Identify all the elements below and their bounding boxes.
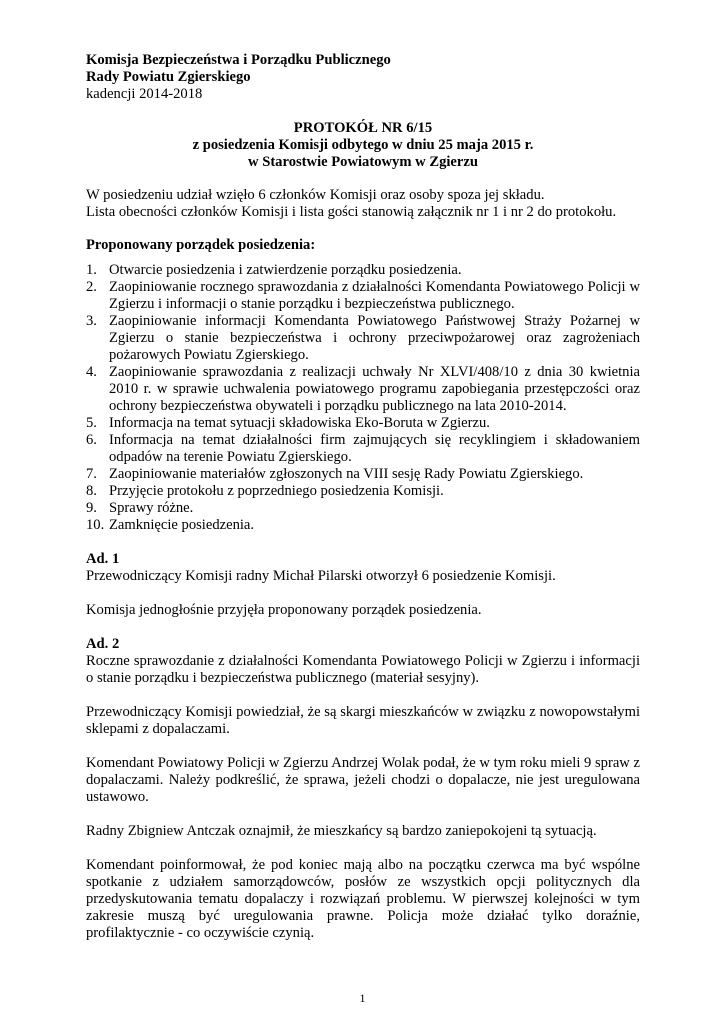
- protocol-date: z posiedzenia Komisji odbytego w dniu 25 maja 2015 r.: [192, 137, 534, 153]
- agenda-item: 3. Zaopiniowanie informacji Komendanta Powiatowego Państwowej Straży Pożarnej w Zgierzu o stanie bezpieczeństwa i ochrony przeciwpożarowej oraz zagrożeniach pożarowych Powiatu Zgierskiego.: [86, 313, 640, 363]
- ad2-heading: Ad. 2: [86, 636, 120, 652]
- agenda-item: 5. Informacja na temat sytuacji składowiska Eko-Boruta w Zgierzu.: [86, 415, 490, 431]
- agenda-item: 1. Otwarcie posiedzenia i zatwierdzenie porządku posiedzenia.: [86, 262, 462, 278]
- agenda-item: 10. Zamknięcie posiedzenia.: [86, 517, 255, 533]
- agenda-list: [86, 262, 640, 534]
- protocol-number: PROTOKÓŁ NR 6/15: [293, 120, 433, 136]
- agenda-item: 8. Przyjęcie protokołu z poprzedniego posiedzenia Komisji.: [86, 483, 444, 499]
- agenda-item: 6. Informacja na temat działalności firm zajmujących się recyklingiem i składowaniem odpadów na terenie Powiatu Zgierskiego.: [86, 432, 640, 465]
- ad1-paragraph: Komisja jednogłośnie przyjęła proponowany porządek posiedzenia.: [86, 602, 482, 618]
- ad2-paragraph: Roczne sprawozdanie z działalności Komendanta Powiatowego Policji w Zgierzu i informacji o stanie porządku i bezpieczeństwa publicznego (materiał sesyjny).: [86, 653, 640, 686]
- attendance-info: [86, 187, 640, 221]
- agenda-item: 4. Zaopiniowanie sprawozdania z realizacji uchwały Nr XLVI/408/10 z dnia 30 kwietnia 2010 r. w sprawie uchwalenia powiatowego programu zapobiegania przestępczości oraz ochrony bezpieczeństwa obywateli i porządku publicznego na lata 2010-2014.: [86, 364, 640, 414]
- ad2-paragraph: Radny Zbigniew Antczak oznajmił, że mieszkańcy są bardzo zaniepokojeni tą sytuacją.: [86, 823, 597, 839]
- protocol-location: w Starostwie Powiatowym w Zgierzu: [248, 154, 478, 170]
- agenda-item: 7. Zaopiniowanie materiałów zgłoszonych na VIII sesję Rady Powiatu Zgierskiego.: [86, 466, 584, 482]
- agenda-item: 2. Zaopiniowanie rocznego sprawozdania z działalności Komendanta Powiatowego Policji w Zgierzu i informacji o stanie porządku i bezpieczeństwa publicznego.: [86, 279, 640, 312]
- ad2-paragraph: Komendant poinformował, że pod koniec mają albo na początku czerwca ma być wspólne spotkanie z udziałem samorządowców, posłów ze wszystkich opcji politycznych dla przedyskutowania tematu dopalaczy i rozwiązań problemu. W pierwszej kolejności w tym zakresie muszą być uregulowania prawne. Policja może działać tylko doraźnie, profilaktycznie - co oczywiście czynią.: [86, 857, 640, 941]
- page-number: 1: [359, 991, 366, 1005]
- ad1-heading: Ad. 1: [86, 551, 120, 567]
- council-name: Rady Powiatu Zgierskiego: [86, 69, 251, 85]
- protocol-title: [86, 120, 640, 171]
- agenda-heading: Proponowany porządek posiedzenia:: [86, 237, 316, 253]
- ad2-paragraph: Komendant Powiatowy Policji w Zgierzu Andrzej Wolak podał, że w tym roku mieli 9 spraw z dopalaczami. Należy podkreślić, że sprawa, jeżeli chodzi o dopalacze, nie jest uregulowana ustawowo.: [86, 755, 640, 805]
- ad2-paragraph: Przewodniczący Komisji powiedział, że są skargi mieszkańców w związku z nowopowstałymi sklepami z dopalaczami.: [86, 704, 640, 737]
- committee-header: [86, 52, 640, 103]
- document-page: [86, 52, 640, 942]
- attachments-line: Lista obecności członków Komisji i lista gości stanowią załącznik nr 1 i nr 2 do protokołu.: [86, 204, 617, 220]
- attendance-line: W posiedzeniu udział wzięło 6 członków Komisji oraz osoby spoza jej składu.: [86, 187, 545, 203]
- agenda-item: 9. Sprawy różne.: [86, 500, 194, 516]
- term: kadencji 2014-2018: [86, 86, 203, 102]
- committee-name: Komisja Bezpieczeństwa i Porządku Publicznego: [86, 52, 391, 68]
- ad1-paragraph: Przewodniczący Komisji radny Michał Pilarski otworzył 6 posiedzenie Komisji.: [86, 568, 556, 584]
